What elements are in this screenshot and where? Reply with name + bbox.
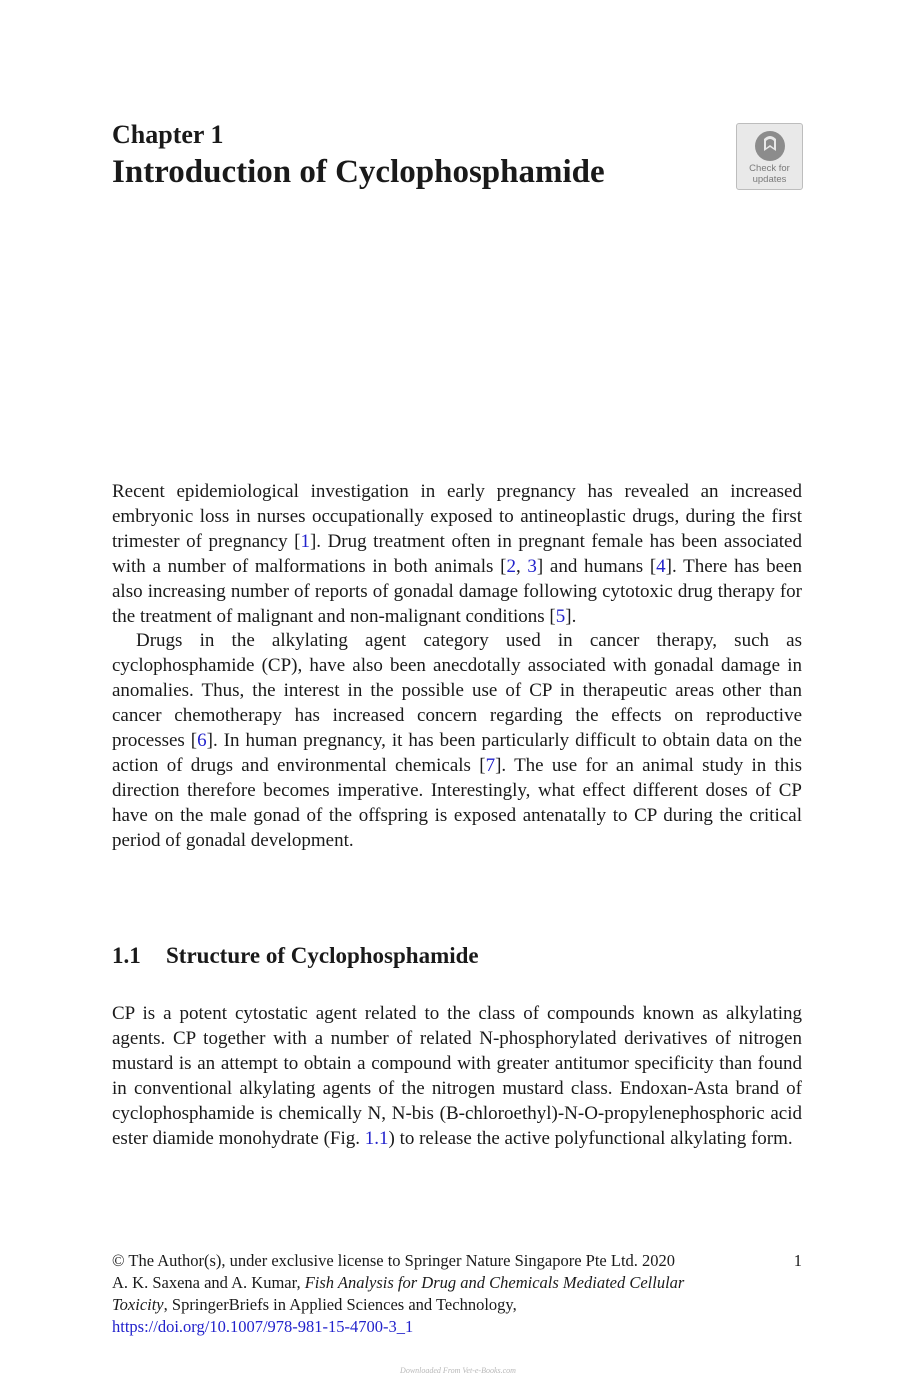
citation-line — [112, 1272, 802, 1294]
citation-line-2 — [112, 1294, 802, 1316]
section-paragraph-1: CP is a potent cytostatic agent related to the class of compounds known as alkylating agents. CP together with a number of related N-phosphorylated derivatives of nitrogen mustard is an attempt to obtain a compound with greater antitumor specificity than found in conventional alkylating agents of the nitrogen mustard class. Endoxan-Asta brand of cyclophosphamide is chemically N, N-bis (B-chloroethyl)-N-O-propylenephosphoric acid ester diamide monohydrate (Fig. 1.1) to release the active polyfunctional alkylating form. — [112, 1003, 802, 1149]
footer — [112, 1250, 802, 1338]
section-title: Structure of Cyclophosphamide — [166, 943, 479, 968]
section-heading — [112, 941, 479, 971]
section-number: 1.1 — [112, 943, 141, 968]
citation-ref[interactable]: 1.1 — [364, 1127, 389, 1149]
intro-paragraph-1: Recent epidemiological investigation in early pregnancy has revealed an increased embryonic loss in nurses occupationally exposed to antineoplastic drugs, during the first trimester of pregnancy [1]. Drug treatment often in pregnant female has been associated with a number of malformations in both animals [2, 3] and humans [4]. There has been also increasing number of reports of gonadal damage following cytotoxic drug therapy for the treatment of malignant and non-malignant conditions [5]. — [112, 481, 802, 627]
citation-ref[interactable]: 6 — [197, 730, 207, 752]
watermark: Downloaded From Vet-e-Books.com — [400, 1366, 516, 1375]
check-for-updates-icon — [753, 129, 787, 163]
check-for-updates-badge[interactable] — [736, 123, 803, 190]
copyright-line: © The Author(s), under exclusive license to Springer Nature Singapore Pte Ltd. 2020 — [112, 1251, 676, 1270]
citation-ref[interactable]: 1 — [300, 530, 310, 552]
intro-text — [112, 480, 802, 854]
section-text — [112, 1002, 802, 1151]
chapter-title: Introduction of Cyclophosphamide — [112, 154, 605, 190]
citation-ref[interactable]: 7 — [485, 754, 496, 776]
citation-ref[interactable]: 4 — [656, 555, 666, 577]
badge-label-line1: Check for — [749, 163, 790, 174]
page-number: 1 — [793, 1251, 802, 1270]
book-title-part2: Toxicity — [112, 1295, 164, 1314]
badge-label-line2: updates — [752, 174, 787, 185]
citation-ref[interactable]: 2 — [506, 555, 516, 577]
series: , SpringerBriefs in Applied Sciences and Technology, — [163, 1295, 517, 1314]
intro-paragraph-2: Drugs in the alkylating agent category used in cancer therapy, such as cyclophosphamide (CP), have also been anecdotally associated with gonadal damage in anomalies. Thus, the interest in the possible use of CP in therapeutic areas other than cancer chemotherapy has increased concern regarding the effects on reproductive processes [6]. In human pregnancy, it has been particularly difficult to obtain data on the action of drugs and environmental chemicals [7]. The use for an animal study in this direction therefore becomes imperative. Interestingly, what effect different doses of CP have on the male gonad of the offspring is exposed antenatally to CP during the critical period of gonadal development. — [112, 630, 803, 851]
book-title-part1: Fish Analysis for Drug and Chemicals Mediated Cellular — [304, 1273, 685, 1292]
citation-ref[interactable]: 5 — [555, 605, 566, 627]
citation-ref[interactable]: 3 — [527, 555, 537, 577]
authors: A. K. Saxena and A. Kumar, — [112, 1273, 301, 1292]
chapter-label: Chapter 1 — [112, 120, 224, 149]
doi-link[interactable]: https://doi.org/10.1007/978-981-15-4700-3_1 — [112, 1317, 414, 1336]
